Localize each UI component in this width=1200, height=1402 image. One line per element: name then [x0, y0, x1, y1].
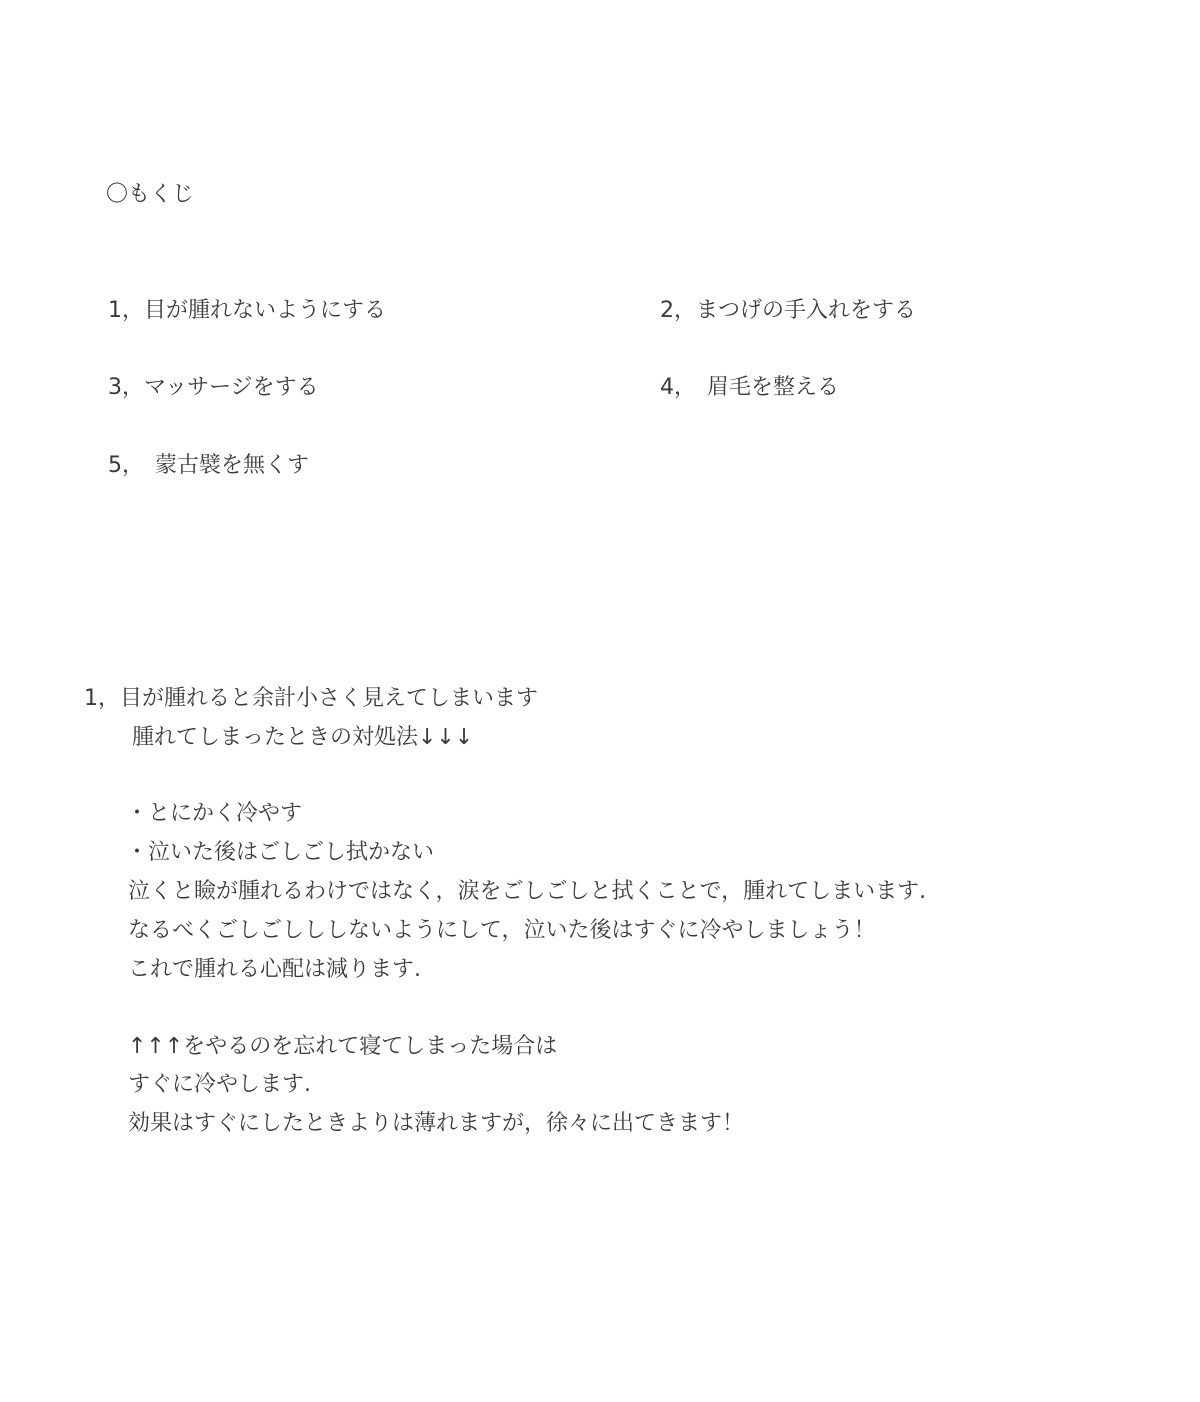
section-subtitle: 腫れてしまったときの対処法↓↓↓	[132, 725, 474, 750]
toc-heading: 〇もくじ	[106, 182, 195, 207]
toc-item-1: 1，目が腫れないようにする	[108, 298, 386, 323]
paragraph-line: 効果はすぐにしたときよりは薄れますが，徐々に出てきます！	[128, 1111, 745, 1136]
paragraph-line: ↑↑↑をやるのを忘れて寝てしまった場合は	[128, 1034, 558, 1059]
toc-item-3: 3，マッサージをする	[108, 375, 319, 400]
bullet-item: ・泣いた後はごしごし拭かない	[126, 840, 435, 865]
paragraph-line: 泣くと瞼が腫れるわけではなく，涙をごしごしと拭くことで，腫れてしまいます.	[128, 879, 927, 904]
toc-item-2: 2，まつげの手入れをする	[660, 298, 916, 323]
paragraph-line: すぐに冷やします.	[128, 1072, 311, 1097]
paragraph-line: なるべくごしごしししないようにして，泣いた後はすぐに冷やしましょう！	[128, 918, 876, 943]
bullet-item: ・とにかく冷やす	[126, 801, 303, 826]
toc-item-4: 4， 眉毛を整える	[660, 375, 839, 400]
section-title: 1，目が腫れると余計小さく見えてしまいます	[84, 686, 538, 711]
paragraph-line: これで腫れる心配は減ります.	[128, 957, 421, 982]
toc-item-5: 5， 蒙古襞を無くす	[108, 453, 309, 478]
